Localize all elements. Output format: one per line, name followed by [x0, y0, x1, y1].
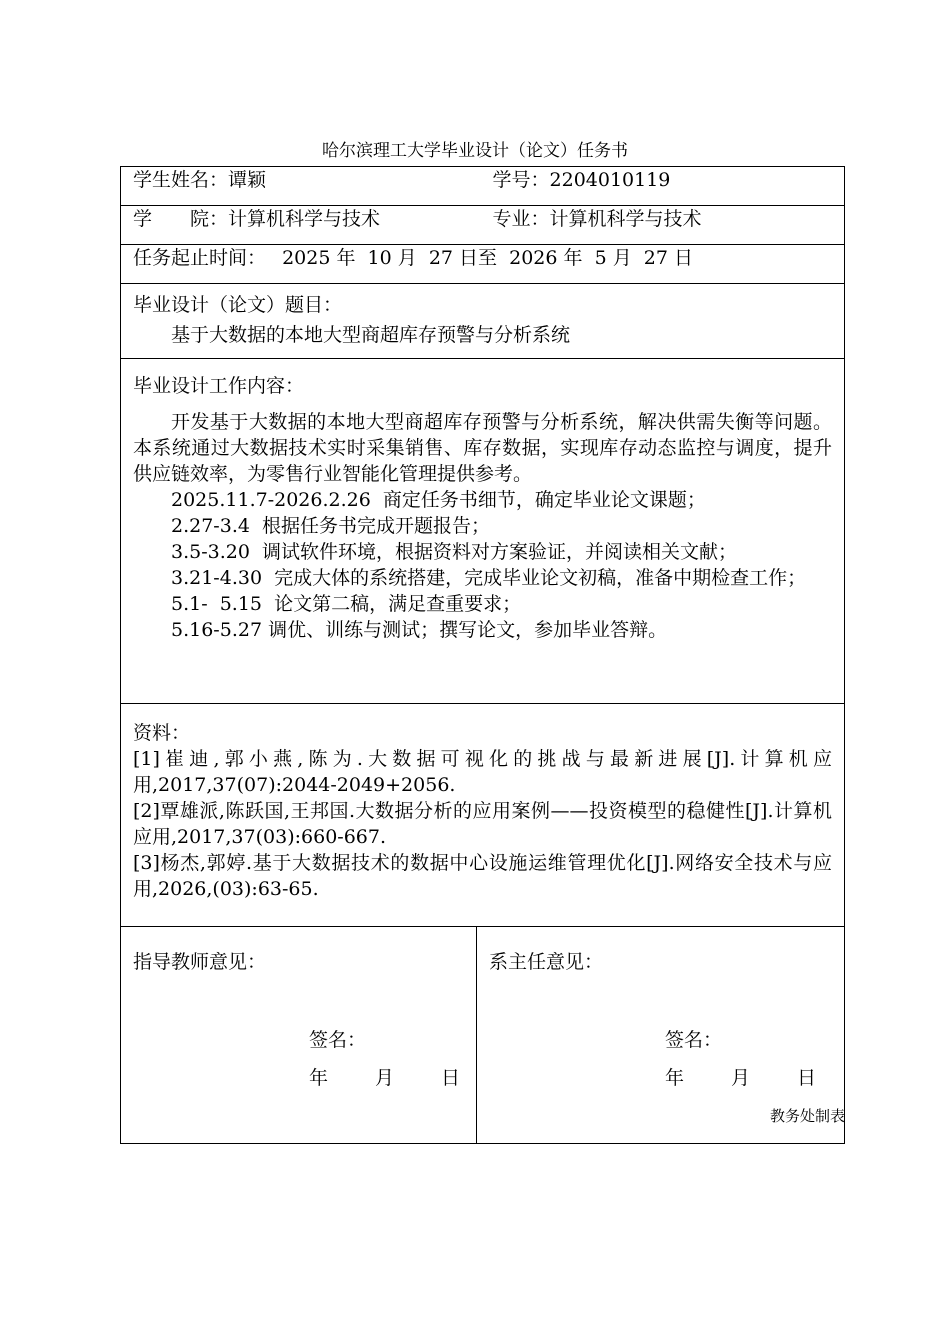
head-day-label: 日	[797, 1067, 817, 1089]
advisor-opinion-label: 指导教师意见：	[133, 951, 267, 973]
college-value: 计算机科学与技术	[228, 208, 381, 230]
topic-row	[121, 284, 845, 359]
schedule-item: 3.21-4.30 完成大体的系统搭建，完成毕业论文初稿，准备中期检查工作；	[171, 567, 807, 589]
major-cell	[473, 206, 833, 232]
schedule-item: 3.5-3.20 调试软件环境，根据资料对方案验证，并阅读相关文献；	[171, 541, 738, 563]
college-label: 学 院：	[133, 208, 229, 230]
opinions-row	[121, 927, 845, 1144]
reference-item: [3]杨杰,郭婷.基于大数据技术的数据中心设施运维管理优化[J].网络安全技术与应用,2026,(03):63-65.	[133, 852, 832, 900]
student-id-label: 学号：	[492, 169, 550, 191]
advisor-sign-label: 签名：	[309, 1029, 367, 1051]
college-cell	[133, 206, 473, 232]
major-value: 计算机科学与技术	[549, 208, 702, 230]
student-name-label: 学生姓名：	[133, 169, 229, 191]
major-label: 专业：	[492, 208, 550, 230]
head-sign-label: 签名：	[665, 1029, 723, 1051]
references-row	[121, 704, 845, 927]
advisor-month-label: 月	[375, 1067, 395, 1089]
work-intro: 开发基于大数据的本地大型商超库存预警与分析系统，解决供需失衡等问题。本系统通过大数据技术实时采集销售、库存数据，实现库存动态监控与调度，提升供应链效率，为零售行业智能化管理提供参考。	[133, 411, 832, 485]
schedule-item: 2.27-3.4 根据任务书完成开题报告；	[171, 515, 491, 537]
reference-item: [2]覃雄派,陈跃国,王邦国.大数据分析的应用案例——投资模型的稳健性[J].计算机应用,2017,37(03):660-667.	[133, 800, 832, 848]
student-name-value: 谭颖	[228, 169, 267, 191]
schedule-item: 5.16-5.27 调优、训练与测试；撰写论文，参加毕业答辩。	[171, 619, 668, 641]
footer-note: 教务处制表	[769, 1107, 845, 1125]
topic-label: 毕业设计（论文）题目：	[133, 294, 343, 316]
references-label: 资料：	[133, 722, 191, 744]
period-value: 2025 年 10 月 27 日至 2026 年 5 月 27 日	[282, 247, 694, 269]
college-row	[121, 206, 845, 245]
head-year-label: 年	[665, 1067, 685, 1089]
student-row	[121, 167, 845, 206]
work-content-row	[121, 359, 845, 704]
topic-value: 基于大数据的本地大型商超库存预警与分析系统	[171, 324, 571, 346]
reference-item: [1]崔迪,郭小燕,陈为.大数据可视化的挑战与最新进展[J].计算机应用,2017,37(07):2044-2049+2056.	[133, 748, 832, 796]
advisor-day-label: 日	[441, 1067, 461, 1089]
advisor-opinion-cell	[121, 927, 477, 1144]
advisor-year-label: 年	[309, 1067, 329, 1089]
student-name-cell	[133, 167, 473, 193]
period-row	[121, 245, 845, 284]
schedule-item: 2025.11.7-2026.2.26 商定任务书细节，确定毕业论文课题；	[171, 489, 706, 511]
work-content-label: 毕业设计工作内容：	[133, 375, 305, 397]
student-id-cell	[473, 167, 833, 193]
head-month-label: 月	[731, 1067, 751, 1089]
schedule-item: 5.1- 5.15 论文第二稿，满足查重要求；	[171, 593, 522, 615]
task-form-table	[120, 166, 845, 1144]
student-id-value: 2204010119	[549, 169, 671, 191]
document-title: 哈尔滨理工大学毕业设计（论文）任务书	[322, 141, 628, 161]
head-opinion-label: 系主任意见：	[489, 951, 604, 973]
period-label: 任务起止时间：	[133, 247, 267, 269]
